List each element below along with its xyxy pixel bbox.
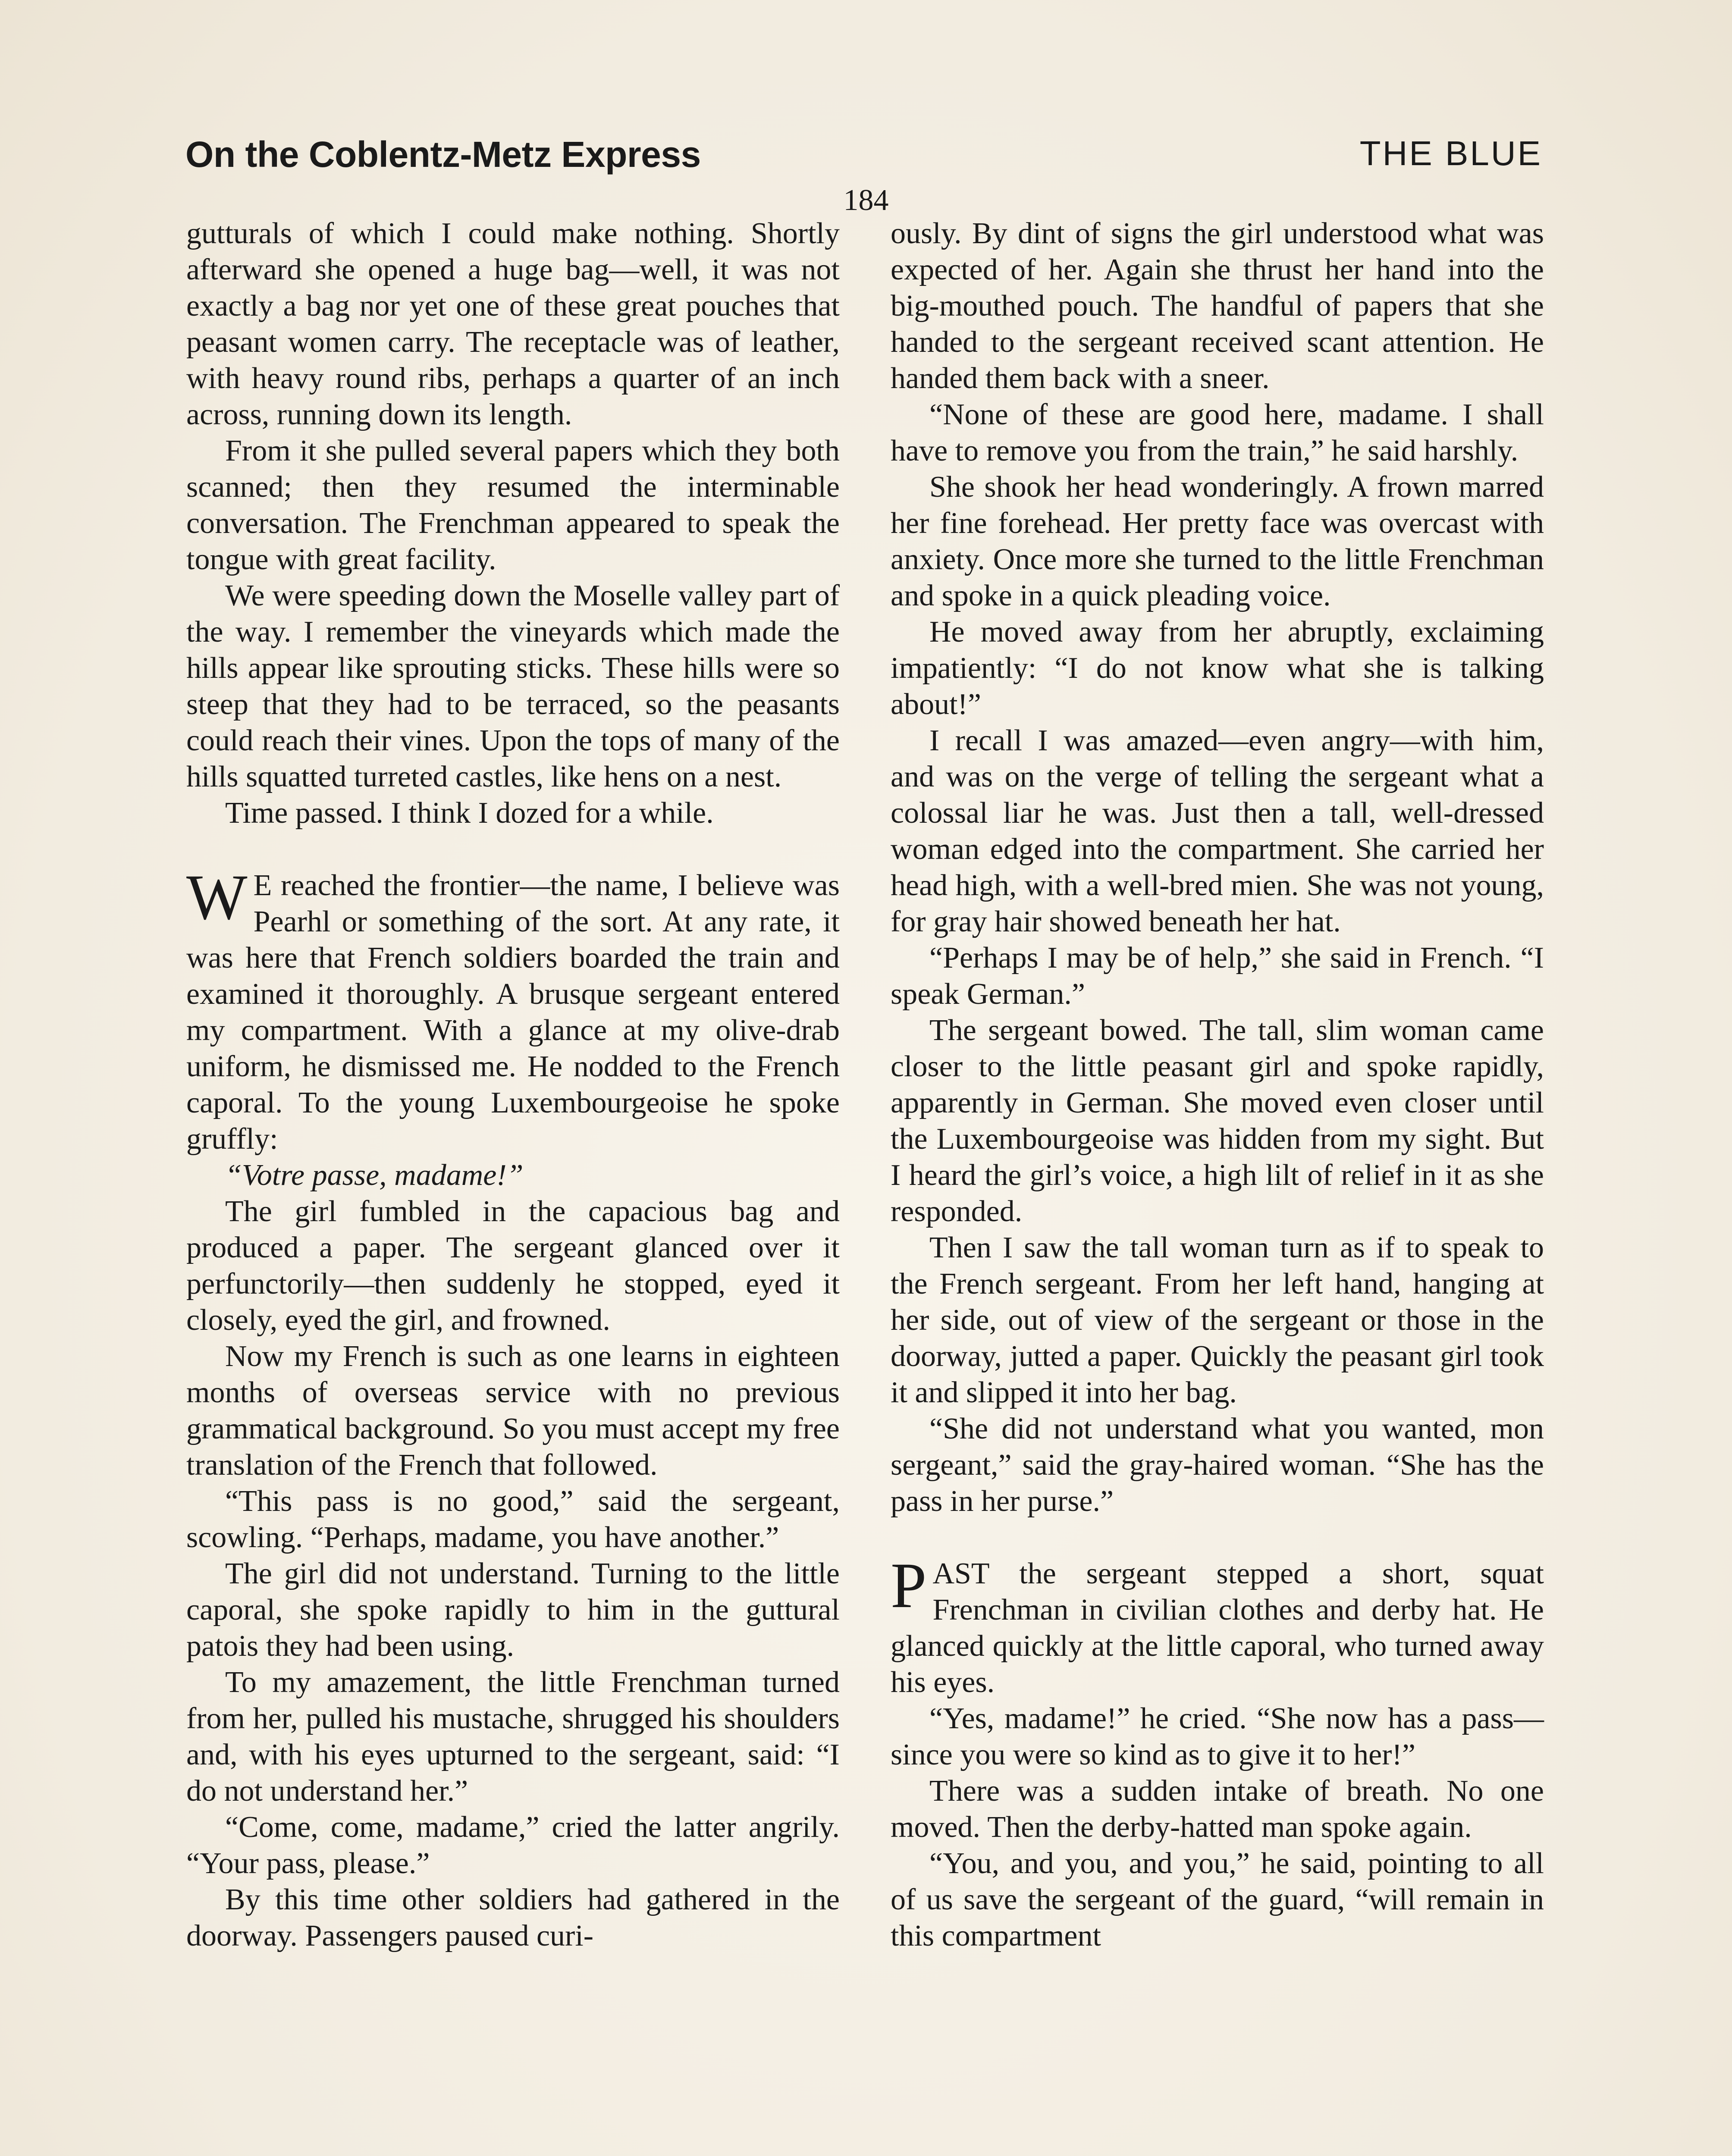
paragraph: By this time other soldiers had gathered in the doorway. Passengers paused curi- <box>186 1883 840 1952</box>
paragraph: “None of these are good here, madame. I shall have to remove you from the train,” he said harshly. <box>891 398 1544 467</box>
paragraph: Now my French is such as one learns in eighteen months of overseas service with no previous grammatical background. So you must accept my free translation of the French that followed. <box>186 1340 840 1482</box>
page-header <box>185 134 1542 190</box>
paragraph: Then I saw the tall woman turn as if to speak to the French sergeant. From her left hand, hanging at her side, out of view of the sergeant or those in the doorway, jutted a paper. Quickly the peasant girl took it and slipped it into her bag. <box>891 1231 1544 1409</box>
right-column <box>891 216 1544 2156</box>
drop-cap: W <box>186 862 248 933</box>
paragraph: Time passed. I think I dozed for a while. <box>225 796 714 830</box>
paragraph: “You, and you, and you,” he said, pointing to all of us save the sergeant of the guard, “will remain in this compartment <box>891 1847 1544 1952</box>
text-columns <box>186 216 1544 2156</box>
paragraph: To my amazement, the little Frenchman turned from her, pulled his mustache, shrugged his shoulders and, with his eyes upturned to the sergeant, said: “I do not understand her.” <box>186 1666 840 1808</box>
paragraph: ously. By dint of signs the girl understood what was expected of her. Again she thrust her hand into the big-mouthed pouch. The handful of papers that she handed to the sergeant received scant attention. He handed them back with a sneer. <box>891 217 1544 395</box>
magazine-name: THE BLUE <box>1359 134 1542 172</box>
paragraph: “Come, come, madame,” cried the latter angrily. “Your pass, please.” <box>186 1811 840 1880</box>
left-column <box>186 216 840 2156</box>
paragraph: The sergeant bowed. The tall, slim woman came closer to the little peasant girl and spoke rapidly, apparently in German. She moved even closer until the Luxembourgeoise was hidden from my sight. But I heard the girl’s voice, a high lilt of relief in it as she responded. <box>891 1014 1544 1228</box>
section-paragraph <box>186 862 840 1157</box>
paragraph: “This pass is no good,” said the sergeant, scowling. “Perhaps, madame, you have another.” <box>186 1485 840 1554</box>
page-number: 184 <box>843 184 889 217</box>
paragraph: From it she pulled several papers which they both scanned; then they resumed the interminable conversation. The Frenchman appeared to speak the tongue with great facility. <box>186 434 840 576</box>
paragraph-text: AST the sergeant stepped a short, squat Frenchman in civilian clothes and derby hat. He glanced quickly at the little caporal, who turned away his eyes. <box>891 1557 1544 1699</box>
paragraph: I recall I was amazed—even angry—with him, and was on the verge of telling the sergeant what a colossal liar he was. Just then a tall, well-dressed woman edged into the compartment. She carried her head high, with a well-bred mien. She was not young, for gray hair showed beneath her hat. <box>891 724 1544 938</box>
paragraph: We were speeding down the Moselle valley part of the way. I remember the vineyards which made the hills appear like sprouting sticks. These hills were so steep that they had to be terraced, so the peasants could reach their vines. Upon the tops of many of the hills squatted turreted castles, like hens on a nest. <box>186 579 840 793</box>
paragraph: The girl did not understand. Turning to the little caporal, she spoke rapidly to him in the guttural patois they had been using. <box>186 1557 840 1663</box>
paragraph: “Votre passe, madame!” <box>225 1159 524 1192</box>
paragraph: “Yes, madame!” he cried. “She now has a pass—since you were so kind as to give it to her!” <box>891 1702 1544 1771</box>
paragraph: The girl fumbled in the capacious bag and produced a paper. The sergeant glanced over it perfunctorily—then suddenly he stopped, eyed it closely, eyed the girl, and frowned. <box>186 1195 840 1337</box>
paragraph-text: E reached the frontier—the name, I believe was Pearhl or something of the sort. At any rate, it was here that French soldiers boarded the train and examined it thoroughly. A brusque sergeant entered my compartment. With a glance at my olive-drab uniform, he dismissed me. He nodded to the French caporal. To the young Luxembourgeoise he spoke gruffly: <box>186 869 840 1156</box>
drop-cap: P <box>891 1550 927 1621</box>
story-title: On the Coblentz-Metz Express <box>185 134 701 175</box>
paragraph: He moved away from her abruptly, exclaiming impatiently: “I do not know what she is talking about!” <box>891 615 1544 721</box>
paragraph: “Perhaps I may be of help,” she said in French. “I speak German.” <box>891 941 1544 1011</box>
paragraph: There was a sudden intake of breath. No one moved. Then the derby-hatted man spoke again. <box>891 1774 1544 1844</box>
paragraph: “She did not understand what you wanted, mon sergeant,” said the gray-haired woman. “She has the pass in her purse.” <box>891 1412 1544 1518</box>
paragraph: She shook her head wonderingly. A frown marred her fine forehead. Her pretty face was overcast with anxiety. Once more she turned to the little Frenchman and spoke in a quick pleading voice. <box>891 470 1544 612</box>
paragraph: gutturals of which I could make nothing. Shortly afterward she opened a huge bag—well, it was not exactly a bag nor yet one of these great pouches that peasant women carry. The receptacle was of leather, with heavy round ribs, perhaps a quarter of an inch across, running down its length. <box>186 217 840 431</box>
section-paragraph <box>891 1550 1544 1701</box>
